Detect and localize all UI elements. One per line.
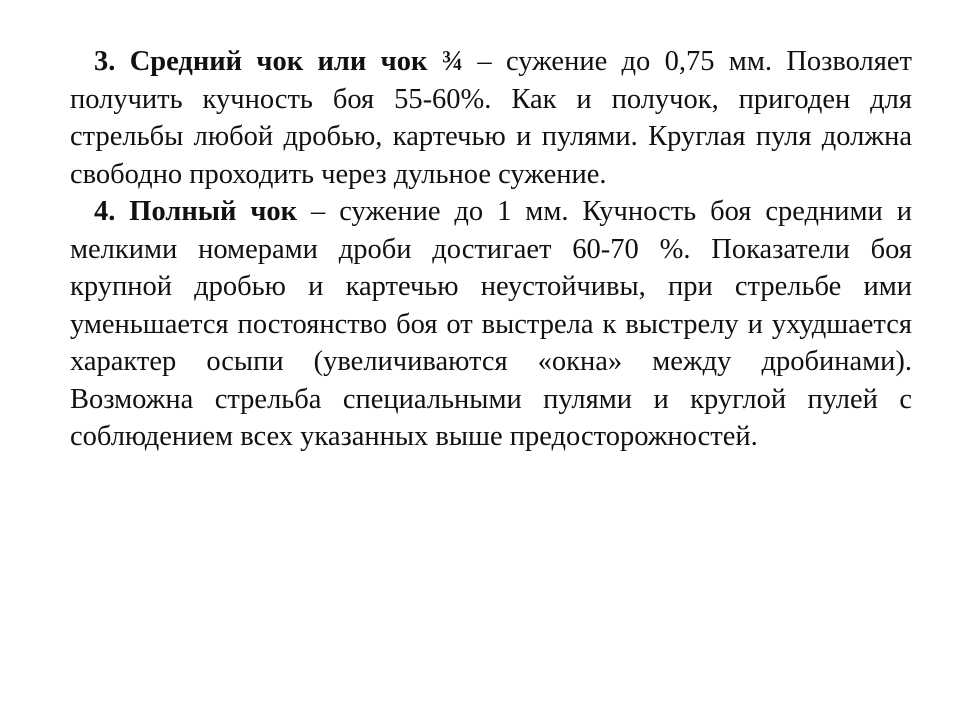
paragraph-full-choke <box>70 193 912 456</box>
paragraph-lead-medium-choke: 3. Средний чок или чок ¾ <box>94 46 464 77</box>
paragraph-body-full-choke: – сужение до 1 мм. Кучность боя средними и мелкими номерами дроби достигает 60-70 %. Показатели боя крупной дробью и картечью неустойчивы, при стрельбе ими уменьшается постоянство боя от выстрела к выстрелу и ухудшается характер осыпи (увеличиваются «окна» между дробинами). Возможна стрельба специальными пулями и круглой пулей с соблюдением всех указанных выше предосторожностей. <box>70 196 912 452</box>
text-block <box>70 43 912 456</box>
paragraph-body-medium-choke: – сужение до 0,75 мм. Позволяет получить кучность боя 55-60%. Как и получок, пригоден для стрельбы любой дробью, картечью и пулями. Круглая пуля должна свободно проходить через дульное сужение. <box>70 46 912 190</box>
paragraph-lead-full-choke: 4. Полный чок <box>94 196 298 227</box>
paragraph-medium-choke <box>70 43 912 193</box>
